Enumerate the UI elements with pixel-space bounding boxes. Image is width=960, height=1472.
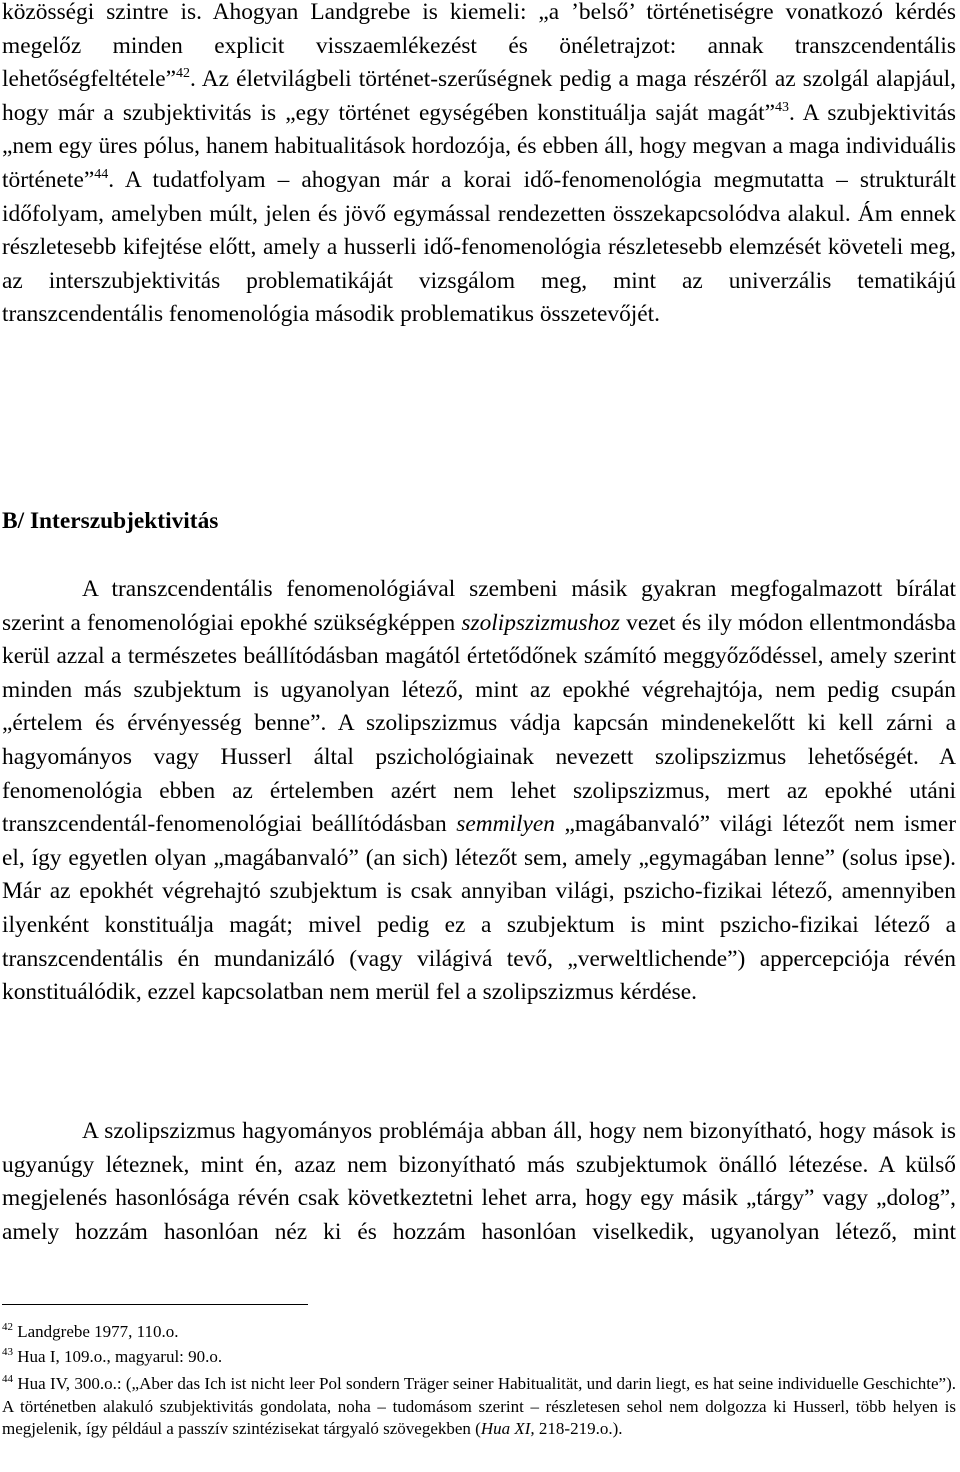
paragraph-2: A szolipszizmus hagyományos problémája abban áll, hogy nem bizonyítható, hogy mások is ugyanúgy léteznek, mint én, azaz nem bizonyítható más szubjektumok önálló létezése. A külső megjelenés hasonlósága révén csak következtetni lehet arra, hogy egy másik „tárgy” vagy „dolog”, amely hozzám hasonlóan néz ki és hozzám hasonlóan viselkedik, ugyanolyan létező, mint [2,1118,956,1245]
intro-text-4: . A tudatfolyam – ahogyan már a korai idő-fenomenológia megmutatta – strukturált időfolyam, amelyben múlt, jelen és jövő egymással rendezetten összekapcsolódva alakul. Ám ennek részletesebb kifejtése előtt, amely a husserli idő-fenomenológia részletesebb elemzését követeli meg, az interszubjektivitás problematikáját vizsgálom meg, mint az univerzális tematikájú transzcendentális fenomenológia második problematikus összetevőjét. [2,166,956,328]
footnote-42-number: 42 [2,1321,13,1333]
footnote-ref-42[interactable]: 42 [176,66,191,82]
footnote-44 [2,1373,956,1441]
footnote-43-number: 43 [2,1346,13,1358]
footnote-43-text: Hua I, 109.o., magyarul: 90.o. [13,1347,223,1366]
section-heading: B/ Interszubjektivitás [2,508,219,534]
footnote-43 [2,1346,956,1369]
p1-italic-2: semmilyen [456,811,555,838]
p1-text-2: vezet és ily módon ellentmondásba kerül azzal a természetes beállítódásban magától értetődőnek számító meggyőződéssel, amely szerint minden más szubjektum is ugyanolyan létező, mint az epokhé végrehajtója, nem pedig csupán „értelem és érvényesség benne”. A szolipszizmus vádja kapcsán mindenekelőtt ki kell zárni a hagyományos vagy Husserl által pszichológiainak nevezett szolipszizmus lehetőségét. A fenomenológia ebben az értelemben azért nem lehet szolipszizmus, mert az epokhé utáni transzcendentál-fenomenológiai beállítódásban [2,609,956,838]
footnote-42 [2,1321,956,1344]
p1-italic-1: szolipszizmushoz [461,609,620,636]
p1-text-3: „magábanvaló” világi létezőt nem ismer el, így egyetlen olyan „magábanvaló” (an sich) létezőt sem, amely „egymagában lenne” (solus ipse). Már az epokhét végrehajtó szubjektum is csak annyiban világi, pszicho-fizikai létező, amennyiben ilyenként konstituálja magát; mivel pedig ez a szubjektum is mint pszicho-fizikai létező a transzcendentális én mundanizáló (vagy világivá tevő, „verweltlichende”) appercepciója révén konstituálódik, ezzel kapcsolatban nem merül fel a szolipszizmus kérdése. [2,811,957,1006]
intro-text-2: . Az életvilágbeli történet-szerűségnek pedig a maga részéről az szolgál alapjául, hogy már a szubjektivitás is „egy történet egységében konstituálja saját magát” [2,66,956,126]
footnote-divider [2,1304,308,1305]
footnote-44-text-2: 218-219.o.). [534,1419,623,1438]
footnote-42-text: Landgrebe 1977, 110.o. [13,1322,179,1341]
paragraph-1 [2,573,956,1010]
footnote-ref-43[interactable]: 43 [775,99,789,115]
footnote-ref-44[interactable]: 44 [94,166,109,182]
footnote-44-text-1: Hua IV, 300.o.: („Aber das Ich ist nicht leer Pol sondern Träger seiner Habitualität, und darin liegt, es hat seine individuelle Geschichte”). A történetben alakuló szubjektivitás gondolata, noha – tudomásom szerint – részletesen sehol nem dolgozza ki Husserl, több helyen is megjelenik, így például a passzív szintézisekat tárgyaló szövegekben ( [2,1374,956,1438]
footnote-44-number: 44 [2,1373,13,1385]
intro-text-3: . A szubjektivitás „nem egy üres pólus, hanem habitualitások hordozója, és ebben áll, hogy megvan a maga individuális története” [2,99,956,193]
footnote-44-italic: Hua XI, [480,1419,535,1438]
intro-text-1: közösségi szintre is. Ahogyan Landgrebe is kiemeli: „a ’belső’ történetiségre vonatkozó kérdés megelőz minden explicit visszaemlékezést és önéletrajzot: annak transzcendentális lehetőségfeltétele” [2,0,956,93]
intro-paragraph [2,0,956,332]
p1-text-1: A transzcendentális fenomenológiával szembeni másik gyakran megfogalmazott bírálat szerint a fenomenológiai epokhé szükségképpen [2,576,956,636]
